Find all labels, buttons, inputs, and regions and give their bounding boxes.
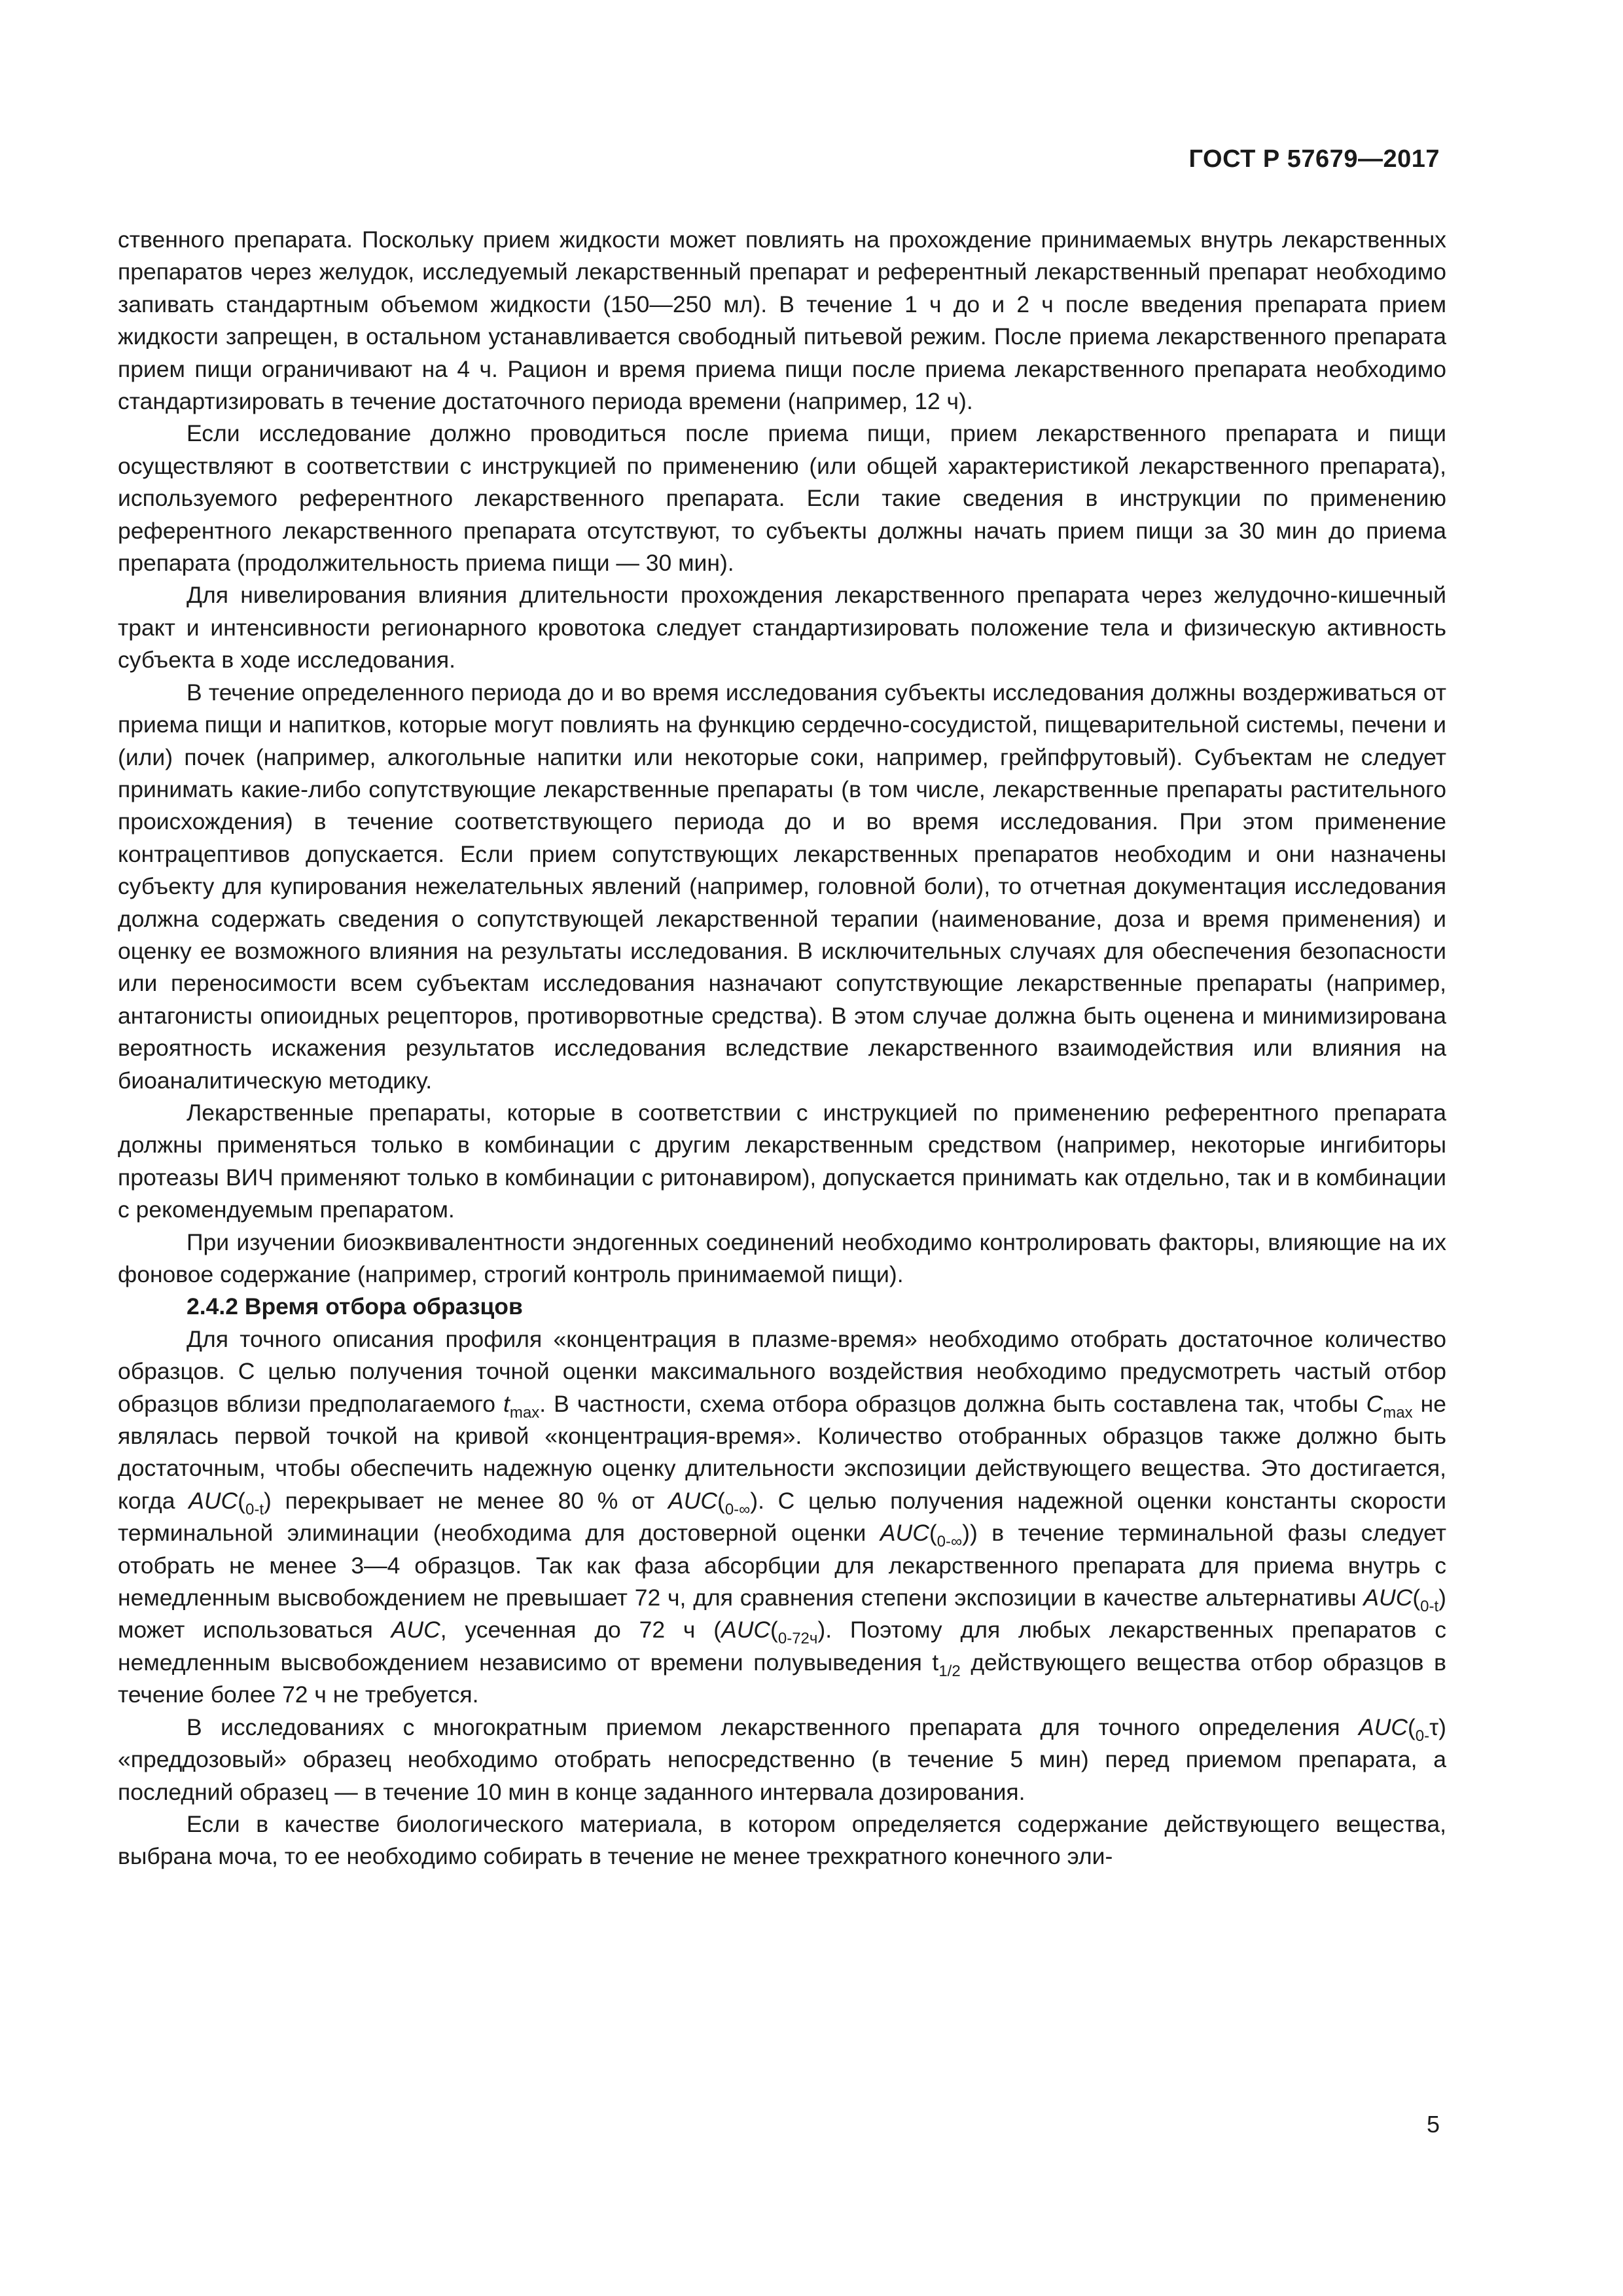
standard-header: ГОСТ Р 57679—2017 bbox=[1188, 145, 1440, 173]
paragraph-combination: Лекарственные препараты, которые в соответствии с инструкцией по применению референтного препарата должны применяться только в комбинации с другим лекарственным средством (например, некоторые ингибиторы протеазы ВИЧ применяют только в комбинации с ритонавиром), допускается принимать как отдельно, так и в комбинации с рекомендуемым препаратом. bbox=[118, 1099, 1446, 1223]
paragraph-continuation: ственного препарата. Поскольку прием жидкости может повлиять на прохождение принимаемых внутрь лекарственных препаратов через желудок, исследуемый лекарственный препарат и референтный лекарственный препарат необходимо запивать стандартным объемом жидкости (150—250 мл). В течение 1 ч до и 2 ч после введения препарата прием жидкости запрещен, в остальном устанавливается свободный питьевой режим. После приема лекарственного препарата прием пищи ограничивают на 4 ч. Рацион и время приема пищи после приема лекарственного препарата необходимо стандартизировать в течение достаточного периода времени (например, 12 ч). bbox=[118, 226, 1446, 415]
paragraph-endogenous: При изучении биоэквивалентности эндогенных соединений необходимо контролировать факторы, влияющие на их фоновое содержание (например, строгий контроль принимаемой пищи). bbox=[118, 1229, 1446, 1287]
paragraph-gi-tract: Для нивелирования влияния длительности прохождения лекарственного препарата через желудочно-кишечный тракт и интенсивности регионарного кровотока следует стандартизировать положение тела и физическую активность субъекта в ходе исследования. bbox=[118, 582, 1446, 673]
paragraph-restrictions: В течение определенного периода до и во время исследования субъекты исследования должны воздерживаться от приема пищи и напитков, которые могут повлиять на функцию сердечно-сосудистой, пищеварительной системы, печени и (или) почек (например, алкогольные напитки или некоторые соки, например, грейпфрутовый). Субъектам не следует принимать какие-либо сопутствующие лекарственные препараты (в том числе, лекарственные препараты растительного происхождения) в течение соответствующего периода до и во время исследования. При этом применение контрацептивов допускается. Если прием сопутствующих лекарственных препаратов необходим и они назначены субъекту для купирования нежелательных явлений (например, головной боли), то отчетная документация исследования должна содержать сведения о сопутствующей лекарственной терапии (наименование, доза и время применения) и оценку ее возможного влияния на результаты исследования. В исключительных случаях для обеспечения безопасности или переносимости всем субъектам исследования назначают сопутствующие лекарственные препараты (например, антагонисты опиоидных рецепторов, противорвотные средства). В этом случае должна быть оценена и минимизирована вероятность искажения результатов исследования вследствие лекарственного взаимодействия или влияния на биоаналитическую методику. bbox=[118, 679, 1446, 1094]
section-heading: 2.4.2 Время отбора образцов bbox=[187, 1293, 523, 1320]
paragraph-meal: Если исследование должно проводиться после приема пищи, прием лекарственного препарата и пищи осуществляют в соответствии с инструкцией по применению (или общей характеристикой лекарственного препарата), используемого референтного лекарственного препарата. Если такие сведения в инструкции по применению референтного лекарственного препарата отсутствуют, то субъекты должны начать прием пищи за 30 мин до приема препарата (продолжительность приема пищи — 30 мин). bbox=[118, 420, 1446, 577]
page-number: 5 bbox=[1426, 2111, 1440, 2138]
document-body bbox=[118, 224, 1446, 1873]
paragraph-multiple-dose: В исследованиях с многократным приемом лекарственного препарата для точного определения $AUC(_{0-}\tau)$ «преддозовый» образец необходимо отобрать непосредственно (в течение 5 мин) перед приемом препарата, а последний образец — в течение 10 мин в конце заданного интервала дозирования. bbox=[118, 1713, 1446, 1805]
paragraph-sampling: Для точного описания профиля «концентрация в плазме-время» необходимо отобрать достаточное количество образцов. С целью получения точной оценки максимального воздействия необходимо предусмотреть частый отбор образцов вблизи предполагаемого $t_{max}$. В частности, схема отбора образцов должна быть составлена так, чтобы $C_{max}$ не являлась первой точкой на кривой «концентрация-время». Количество отобранных образцов также должно быть достаточным, чтобы обеспечить надежную оценку длительности экспозиции действующего вещества. Это достигается, когда $AUC(_{0-t})$ перекрывает не менее 80 % от $AUC(_{0-\infty})$. С целью получения надежной оценки константы скорости терминальной элиминации (необходима для достоверной оценки $AUC(_{0-\infty})$) в течение терминальной фазы следует отобрать не менее 3—4 образцов. Так как фаза абсорбции для лекарственного препарата для приема внутрь с немедленным высвобождением не превышает 72 ч, для сравнения степени экспозиции в качестве альтернативы $AUC(_{0-t})$ может использоваться AUC, усеченная до 72 ч ($AUC(_{0-72ч})$. Поэтому для любых лекарственных препаратов с немедленным высвобождением независимо от времени полувыведения $t_{1/2}$ действующего вещества отбор образцов в течение более 72 ч не требуется. bbox=[118, 1325, 1446, 1708]
paragraph-urine: Если в качестве биологического материала, в котором определяется содержание действующего вещества, выбрана моча, то ее необходимо собирать в течение не менее трехкратного конечного эли- bbox=[118, 1810, 1446, 1870]
